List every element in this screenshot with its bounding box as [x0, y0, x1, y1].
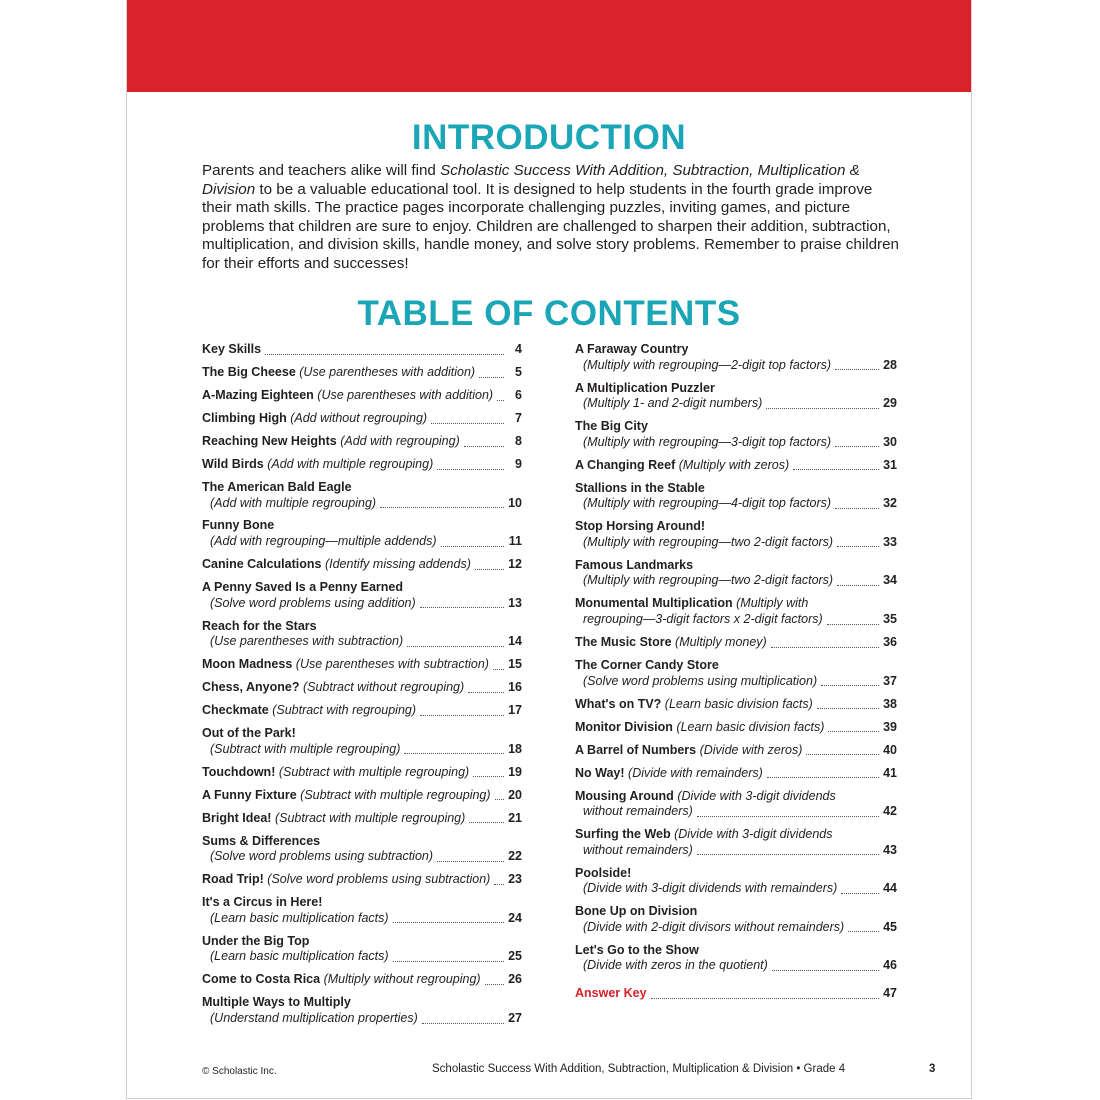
toc-entry-skill: (Learn basic division facts)	[676, 719, 825, 734]
toc-entry-skill: (Add with multiple regrouping)	[267, 456, 434, 471]
toc-entry-skill: (Divide with 3-digit dividends	[677, 788, 836, 803]
toc-entry-title: Under the Big Top	[202, 933, 310, 948]
toc-entry	[202, 365, 522, 381]
toc-entry-page: 41	[883, 765, 897, 780]
toc-entry-title: The Music Store	[575, 635, 672, 650]
toc-entry-page: 19	[508, 764, 522, 779]
dot-leader	[393, 961, 504, 962]
dot-leader	[793, 469, 879, 470]
toc-entry	[202, 411, 522, 427]
toc-entry-skill: (Divide with 2-digit divisors without remainders)	[583, 919, 845, 934]
toc-entry-title: Mousing Around	[575, 788, 674, 803]
toc-entry-skill: without remainders)	[583, 804, 693, 819]
toc-entry-skill: (Multiply with regrouping—3-digit top factors)	[583, 434, 832, 449]
toc-entry-title: No Way!	[575, 765, 625, 780]
dot-leader	[835, 508, 879, 509]
footer-book-title: Scholastic Success With Addition, Subtraction, Multiplication & Division • Grade 4	[432, 1063, 846, 1075]
toc-entry-title: Come to Costa Rica	[202, 972, 321, 987]
dot-leader	[697, 816, 879, 817]
toc-entry-skill: (Understand multiplication properties)	[210, 1010, 418, 1025]
toc-entry-skill: (Multiply with regrouping—two 2-digit factors)	[583, 573, 834, 588]
toc-entry-skill: (Multiply without regrouping)	[323, 972, 481, 987]
dot-leader	[468, 692, 504, 693]
toc-entry-page: 10	[508, 495, 522, 510]
toc-entry-skill: (Multiply with regrouping—4-digit top factors)	[583, 496, 832, 511]
dot-leader	[697, 854, 879, 855]
dot-leader	[828, 731, 879, 732]
toc-entry-page: 25	[508, 949, 522, 964]
toc-entry	[575, 342, 897, 373]
toc-entry-title: Reaching New Heights	[202, 433, 337, 448]
toc-entry-title: A Faraway Country	[575, 342, 689, 356]
toc-entry	[202, 457, 522, 473]
dot-leader	[817, 708, 879, 709]
toc-entry	[202, 680, 522, 696]
toc-entry-page: 35	[883, 612, 897, 627]
dot-leader	[841, 893, 879, 894]
dot-leader	[827, 624, 879, 625]
toc-entry-skill: (Multiply money)	[675, 635, 767, 650]
toc-entry	[575, 766, 897, 782]
dot-leader	[420, 607, 504, 608]
toc-entry-page: 26	[508, 972, 522, 987]
toc-entry-page: 24	[508, 910, 522, 925]
dot-leader	[837, 546, 879, 547]
toc-entry-title: Answer Key	[575, 986, 647, 1001]
toc-entry-title: Funny Bone	[202, 518, 275, 533]
toc-entry-skill: (Use parentheses with subtraction)	[295, 657, 489, 672]
toc-entry-page: 31	[883, 457, 897, 472]
dot-leader	[493, 669, 504, 670]
toc-entry-title: Poolside!	[575, 865, 632, 880]
dot-leader	[494, 884, 504, 885]
toc-entry	[202, 657, 522, 673]
toc-entry	[202, 434, 522, 450]
toc-entry	[575, 827, 897, 858]
copyright-notice: © Scholastic Inc.	[202, 1066, 277, 1077]
toc-entry-page: 38	[883, 696, 897, 711]
toc-entry-title: Stop Horsing Around!	[575, 519, 706, 534]
toc-entry-skill: (Divide with remainders)	[628, 765, 763, 780]
worksheet-page	[126, 0, 972, 1099]
toc-entry-skill: regrouping—3-digit factors x 2-digit factors)	[583, 612, 823, 627]
dot-leader	[766, 408, 879, 409]
dot-leader	[469, 822, 504, 823]
toc-entry-title: Key Skills	[202, 342, 262, 356]
toc-entry-title: Let's Go to the Show	[575, 942, 699, 957]
toc-entry-page: 21	[508, 810, 522, 825]
dot-leader	[404, 753, 504, 754]
toc-entry-page: 12	[508, 557, 522, 572]
dot-leader	[475, 569, 504, 570]
toc-entry-page: 33	[883, 534, 897, 549]
dot-leader	[485, 984, 504, 985]
toc-entry-skill: (Divide with 3-digit dividends with remainders)	[583, 881, 838, 896]
toc-entry-page: 30	[883, 434, 897, 449]
toc-entry-title: It's a Circus in Here!	[202, 895, 323, 910]
book-title: Scholastic Success With Addition, Subtraction, Multiplication & Division	[202, 162, 860, 198]
dot-leader	[422, 1023, 504, 1024]
toc-entry	[202, 388, 522, 404]
toc-entry-page: 27	[508, 1010, 522, 1025]
toc-entry-skill: (Add with regrouping—multiple addends)	[210, 534, 437, 549]
toc-entry	[202, 726, 522, 757]
toc-right-column	[575, 342, 897, 1009]
dot-leader	[767, 777, 879, 778]
toc-entry	[575, 720, 897, 736]
toc-entry-page: 7	[515, 410, 522, 425]
answer-key-entry	[575, 986, 897, 1002]
toc-entry-title: Monitor Division	[575, 719, 673, 734]
toc-entry-page: 11	[508, 534, 522, 549]
toc-entry-title: Chess, Anyone?	[202, 680, 300, 695]
toc-entry-page: 37	[883, 673, 897, 688]
toc-entry-title: Stallions in the Stable	[575, 480, 705, 495]
dot-leader	[437, 469, 504, 470]
toc-entry-title: Surfing the Web	[575, 827, 671, 842]
dot-leader	[835, 369, 879, 370]
toc-entry-title: Wild Birds	[202, 456, 264, 471]
toc-entry	[202, 518, 522, 549]
toc-entry-page: 5	[515, 364, 522, 379]
page-number: 3	[929, 1063, 936, 1075]
toc-entry-skill: (Multiply with regrouping—two 2-digit factors)	[583, 534, 834, 549]
dot-leader	[473, 776, 504, 777]
toc-entry-page: 6	[515, 387, 522, 402]
toc-entry-title: Monumental Multiplication	[575, 596, 733, 611]
toc-entry-skill: (Subtract with multiple regrouping)	[274, 810, 466, 825]
toc-entry-skill: (Multiply with regrouping—2-digit top factors)	[583, 357, 832, 372]
toc-entry	[575, 866, 897, 897]
toc-entry-title: A-Mazing Eighteen	[202, 387, 314, 402]
toc-entry-title: Multiple Ways to Multiply	[202, 995, 351, 1010]
toc-entry-page: 9	[515, 456, 522, 471]
toc-entry	[575, 743, 897, 759]
toc-entry-skill: (Subtract with multiple regrouping)	[210, 741, 401, 756]
dot-leader	[821, 685, 879, 686]
toc-entry-skill: (Subtract with multiple regrouping)	[300, 787, 491, 802]
toc-entry-title: Reach for the Stars	[202, 618, 317, 633]
toc-entry-page: 14	[508, 634, 522, 649]
toc-entry	[575, 519, 897, 550]
dot-leader	[837, 585, 879, 586]
toc-entry	[202, 557, 522, 573]
toc-entry-title: Touchdown!	[202, 764, 276, 779]
toc-entry-page: 36	[883, 635, 897, 650]
toc-entry-skill: (Subtract with regrouping)	[272, 703, 417, 718]
toc-entry	[575, 596, 897, 627]
toc-entry-title: The American Bald Eagle	[202, 479, 352, 494]
toc-entry-skill: (Multiply with zeros)	[678, 457, 790, 472]
toc-entry-page: 39	[883, 719, 897, 734]
toc-left-column	[202, 342, 522, 1034]
toc-entry-skill: (Divide with 3-digit dividends	[674, 827, 833, 842]
toc-entry-page: 29	[883, 396, 897, 411]
toc-entry-page: 46	[883, 958, 897, 973]
toc-entry	[575, 697, 897, 713]
toc-entry	[575, 458, 897, 474]
toc-entry	[575, 943, 897, 974]
introduction-heading: INTRODUCTION	[411, 118, 687, 157]
dot-leader	[848, 931, 879, 932]
red-header-banner	[127, 0, 971, 92]
toc-entry-title: A Multiplication Puzzler	[575, 380, 715, 395]
toc-entry	[202, 619, 522, 650]
toc-entry	[575, 481, 897, 512]
table-of-contents-heading: TABLE OF CONTENTS	[357, 294, 741, 333]
dot-leader	[420, 715, 504, 716]
toc-entry	[575, 635, 897, 651]
toc-entry-page: 20	[508, 787, 522, 802]
toc-entry-page: 23	[508, 872, 522, 887]
toc-entry-title: What's on TV?	[575, 696, 662, 711]
toc-entry-skill: (Subtract with multiple regrouping)	[278, 764, 470, 779]
toc-entry-skill: (Solve word problems using multiplication)	[583, 673, 818, 688]
toc-entry-page: 32	[883, 496, 897, 511]
toc-entry-page: 34	[883, 573, 897, 588]
toc-entry	[575, 658, 897, 689]
toc-entry-skill: (Solve word problems using addition)	[210, 595, 416, 610]
toc-entry-title: Climbing High	[202, 410, 287, 425]
toc-entry-skill: (Use parentheses with addition)	[299, 364, 476, 379]
toc-entry-skill: (Subtract without regrouping)	[302, 680, 465, 695]
toc-entry	[202, 580, 522, 611]
toc-entry-skill: (Add without regrouping)	[290, 410, 428, 425]
toc-entry	[575, 904, 897, 935]
toc-entry-skill: (Learn basic division facts)	[664, 696, 813, 711]
toc-entry-page: 40	[883, 742, 897, 757]
toc-entry-page: 13	[508, 595, 522, 610]
toc-entry-page: 4	[515, 342, 522, 356]
toc-entry	[202, 788, 522, 804]
toc-entry-skill: (Add with regrouping)	[340, 433, 460, 448]
toc-entry-title: Road Trip!	[202, 872, 264, 887]
dot-leader	[407, 646, 504, 647]
toc-entry	[202, 934, 522, 965]
toc-entry-title: Out of the Park!	[202, 726, 296, 741]
intro-text-start: Parents and teachers alike will find	[202, 162, 441, 179]
dot-leader	[806, 754, 879, 755]
toc-entry	[202, 895, 522, 926]
dot-leader	[441, 546, 504, 547]
dot-leader	[393, 922, 504, 923]
toc-entry-skill: (Solve word problems using subtraction)	[267, 872, 491, 887]
toc-entry-page: 45	[883, 919, 897, 934]
toc-entry-page: 18	[508, 741, 522, 756]
toc-entry-skill: (Identify missing addends)	[324, 557, 471, 572]
toc-entry-title: A Barrel of Numbers	[575, 742, 697, 757]
toc-entry-skill: (Solve word problems using subtraction)	[210, 849, 434, 864]
toc-entry-title: The Corner Candy Store	[575, 658, 719, 673]
intro-text-rest: to be a valuable educational tool. It is designed to help students in the fourth grade improve their math skills. The practice pages incorporate challenging puzzles, inviting games, and picture problems that children are sure to enjoy. Children are challenged to sharpen their addition, subtraction, multiplication, and division skills, handle money, and solve story problems. Remember to praise children for their efforts and successes!	[202, 180, 899, 272]
toc-entry-page: 43	[883, 842, 897, 857]
toc-entry-title: The Big Cheese	[202, 364, 296, 379]
dot-leader	[464, 446, 504, 447]
toc-entry-page: 16	[508, 680, 522, 695]
toc-entry-page: 15	[508, 657, 522, 672]
toc-entry-page: 17	[508, 703, 522, 718]
toc-entry-skill: (Learn basic multiplication facts)	[210, 910, 389, 925]
toc-entry	[202, 342, 522, 358]
toc-entry-skill: (Use parentheses with subtraction)	[210, 634, 404, 649]
toc-entry	[202, 995, 522, 1026]
toc-entry	[575, 419, 897, 450]
toc-entry-title: Checkmate	[202, 703, 269, 718]
toc-entry-page: 44	[883, 881, 897, 896]
dot-leader	[771, 647, 879, 648]
toc-entry-title: A Penny Saved Is a Penny Earned	[202, 580, 404, 595]
dot-leader	[437, 861, 504, 862]
toc-entry	[202, 765, 522, 781]
toc-entry	[202, 480, 522, 511]
dot-leader	[479, 377, 504, 378]
dot-leader	[772, 970, 879, 971]
dot-leader	[495, 799, 504, 800]
toc-entry-title: Canine Calculations	[202, 557, 322, 572]
dot-leader	[835, 446, 879, 447]
toc-entry-skill: (Learn basic multiplication facts)	[210, 949, 389, 964]
toc-entry	[202, 834, 522, 865]
toc-entry-skill: (Multiply with	[736, 596, 809, 611]
dot-leader	[431, 423, 504, 424]
toc-entry-title: A Changing Reef	[575, 457, 676, 472]
toc-entry-title: A Funny Fixture	[202, 787, 297, 802]
toc-entry	[575, 558, 897, 589]
toc-entry	[575, 789, 897, 820]
toc-entry-page: 47	[883, 986, 897, 1001]
toc-entry-page: 22	[508, 849, 522, 864]
toc-entry-page: 28	[883, 357, 897, 372]
toc-entry-title: Bright Idea!	[202, 810, 272, 825]
introduction-text	[202, 162, 902, 273]
dot-leader	[497, 400, 504, 401]
toc-entry	[202, 811, 522, 827]
toc-entry-title: Bone Up on Division	[575, 904, 698, 919]
toc-entry-skill: (Divide with zeros)	[699, 742, 803, 757]
toc-entry-skill: (Multiply 1- and 2-digit numbers)	[583, 396, 763, 411]
toc-entry-page: 42	[883, 804, 897, 819]
dot-leader	[651, 998, 879, 999]
toc-entry	[202, 972, 522, 988]
toc-entry-skill: (Divide with zeros in the quotient)	[583, 958, 768, 973]
toc-entry-title: Moon Madness	[202, 657, 293, 672]
dot-leader	[380, 507, 504, 508]
toc-entry	[575, 381, 897, 412]
toc-entry-skill: without remainders)	[583, 842, 693, 857]
dot-leader	[265, 354, 504, 355]
toc-entry-skill: (Add with multiple regrouping)	[210, 495, 377, 510]
toc-entry-title: The Big City	[575, 419, 648, 434]
toc-entry	[202, 872, 522, 888]
toc-entry	[202, 703, 522, 719]
toc-entry-skill: (Use parentheses with addition)	[317, 387, 494, 402]
toc-entry-page: 8	[515, 433, 522, 448]
toc-entry-title: Famous Landmarks	[575, 557, 694, 572]
toc-entry-title: Sums & Differences	[202, 833, 321, 848]
